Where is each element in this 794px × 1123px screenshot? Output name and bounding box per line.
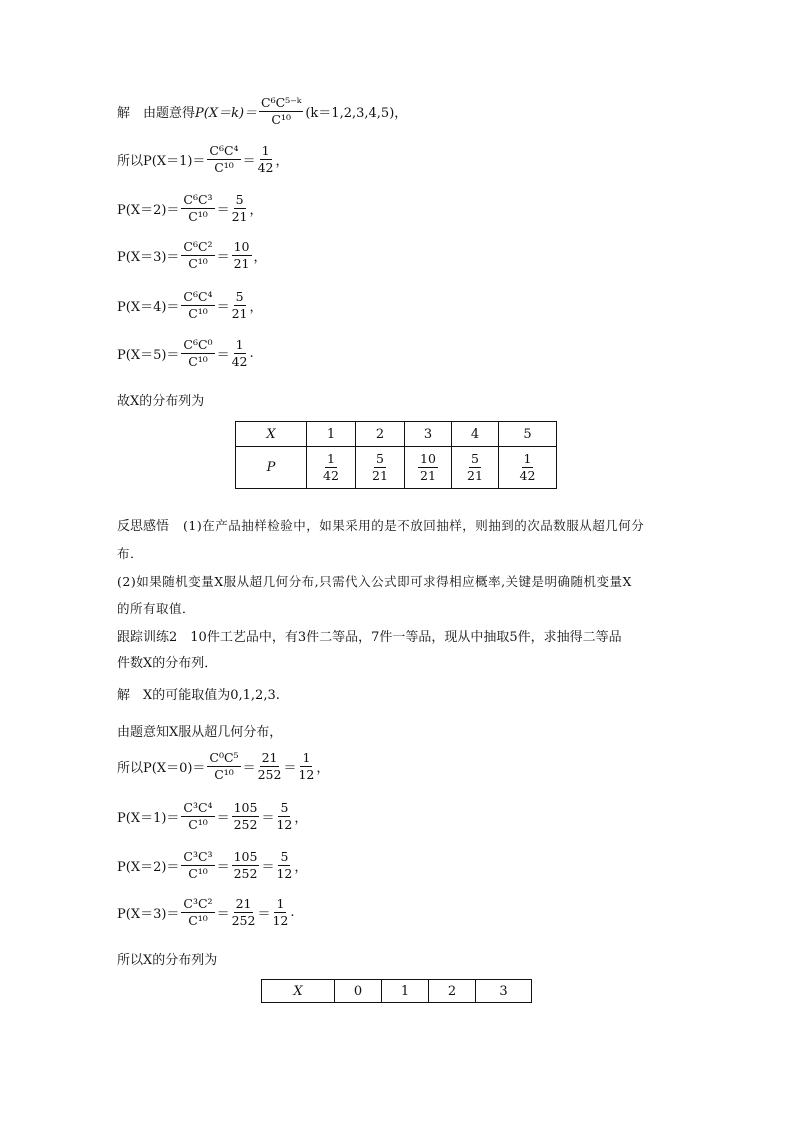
prob-line-2: P(X＝2)＝ $\frac{\text{C⁶C³}}{\text{C¹⁰}}$ ＝ $\frac{5}{21}$ ， — [117, 192, 263, 224]
prob2-line-1: P(X＝1)＝ $\frac{\text{C³C⁴}}{\text{C¹⁰}}$ ＝ $\frac{105}{252}$ ＝ $\frac{5}{12}$ ， — [117, 800, 308, 832]
exercise-line-1: 跟踪训练2 10件工艺品中，有3件二等品，7件一等品，现从中抽取5件，求抽得二等品 — [117, 630, 622, 645]
table-cell: $\frac{1}{42}$ — [307, 447, 356, 489]
general-num: C⁶C⁵⁻ᵏ — [261, 95, 302, 110]
comb-fraction: $\frac{\text{C⁶C⁴}}{\text{C¹⁰}}$ — [183, 289, 213, 321]
prob-prefix: P(X＝5)＝ — [117, 348, 180, 363]
prob2-line-2: P(X＝2)＝ $\frac{\text{C³C³}}{\text{C¹⁰}}$ ＝ $\frac{105}{252}$ ＝ $\frac{5}{12}$ ， — [117, 849, 308, 881]
table-cell: $\frac{5}{21}$ — [452, 447, 499, 489]
prob-prefix: P(X＝2)＝ — [117, 203, 180, 218]
table-cell: 3 — [405, 422, 452, 447]
distribution-table-2 — [261, 979, 532, 1003]
reflection-text: (1)在产品抽样检验中，如果采用的是不放回抽样，则抽到的次品数服从超几何分 — [183, 517, 645, 533]
table-cell: 0 — [335, 980, 382, 1003]
distribution-table-1 — [235, 421, 557, 489]
comb-fraction: $\frac{\text{C⁶C⁰}}{\text{C¹⁰}}$ — [183, 337, 213, 369]
comb-fraction: $\frac{\text{C⁶C³}}{\text{C¹⁰}}$ — [183, 192, 213, 224]
result-fraction: $\frac{10}{21}$ — [233, 239, 250, 271]
result-fraction: $\frac{1}{42}$ — [231, 337, 248, 369]
table-cell: 1 — [382, 980, 429, 1003]
table-row-x — [262, 980, 532, 1003]
reflection-line-1 — [117, 515, 644, 534]
prob-prefix: P(X＝4)＝ — [117, 300, 180, 315]
table-row-x — [236, 422, 557, 447]
table-header-x: X — [262, 980, 335, 1003]
table-cell: 2 — [356, 422, 405, 447]
table-cell: 2 — [429, 980, 476, 1003]
prob-line-4: P(X＝4)＝ $\frac{\text{C⁶C⁴}}{\text{C¹⁰}}$ ＝ $\frac{5}{21}$ ， — [117, 289, 263, 321]
solution2-line-0: 解 X的可能取值为0,1,2,3. — [117, 688, 280, 703]
solution-head: 解 由题意得 — [117, 106, 196, 121]
table-cell: $\frac{1}{42}$ — [499, 447, 557, 489]
reflection-line-3: (2)如果随机变量X服从超几何分布,只需代入公式即可求得相应概率,关键是明确随机变量X — [117, 574, 632, 589]
result-fraction: $\frac{5}{21}$ — [231, 192, 248, 224]
prob-prefix: P(X＝3)＝ — [117, 250, 180, 265]
prob2-line-3: P(X＝3)＝ $\frac{\text{C³C²}}{\text{C¹⁰}}$ ＝ $\frac{21}{252}$ ＝ $\frac{1}{12}$ . — [117, 896, 295, 928]
table-cell: 4 — [452, 422, 499, 447]
table-header-x: X — [236, 422, 307, 447]
table-cell: $\frac{5}{21}$ — [356, 447, 405, 489]
prob-line-1: 所以P(X＝1)＝ $\frac{\text{C⁶C⁴}}{\text{C¹⁰}}$ ＝ $\frac{1}{42}$ ， — [117, 143, 289, 175]
table-cell: 3 — [476, 980, 532, 1003]
result-fraction: $\frac{5}{21}$ — [231, 289, 248, 321]
general-formula-line — [117, 96, 407, 127]
reflection-title: 反思感悟 — [117, 519, 170, 534]
table1-intro: 故X的分布列为 — [117, 394, 205, 409]
prob-line-5: P(X＝5)＝ $\frac{\text{C⁶C⁰}}{\text{C¹⁰}}$ ＝ $\frac{1}{42}$ . — [117, 337, 254, 369]
prob-prefix: 所以P(X＝1)＝ — [117, 154, 206, 169]
table-row-p — [236, 447, 557, 489]
result-fraction: $\frac{1}{42}$ — [257, 143, 274, 175]
exercise-line-2: 件数X的分布列． — [117, 656, 218, 671]
general-den: C¹⁰ — [271, 112, 291, 127]
general-fraction — [259, 96, 303, 127]
table-header-p: P — [236, 447, 307, 489]
general-lhs: P(X＝k)＝ — [195, 106, 258, 121]
general-tail: (k＝1,2,3,4,5)， — [305, 106, 408, 121]
comb-fraction: $\frac{\text{C⁶C²}}{\text{C¹⁰}}$ — [183, 239, 213, 271]
prob-line-3: P(X＝3)＝ $\frac{\text{C⁶C²}}{\text{C¹⁰}}$ ＝ $\frac{10}{21}$ ， — [117, 239, 267, 271]
table-cell: 5 — [499, 422, 557, 447]
reflection-line-2: 布． — [117, 546, 144, 561]
prob2-line-0: 所以P(X＝0)＝ $\frac{\text{C⁰C⁵}}{\text{C¹⁰}}$ ＝ $\frac{21}{252}$ ＝ $\frac{1}{12}$ ， — [117, 750, 330, 782]
comb-fraction: $\frac{\text{C⁶C⁴}}{\text{C¹⁰}}$ — [209, 143, 239, 175]
table-cell: $\frac{10}{21}$ — [405, 447, 452, 489]
solution2-line-1: 由题意知X服从超几何分布， — [117, 725, 283, 740]
reflection-line-4: 的所有取值． — [117, 601, 196, 616]
table2-intro: 所以X的分布列为 — [117, 953, 218, 968]
table-cell: 1 — [307, 422, 356, 447]
